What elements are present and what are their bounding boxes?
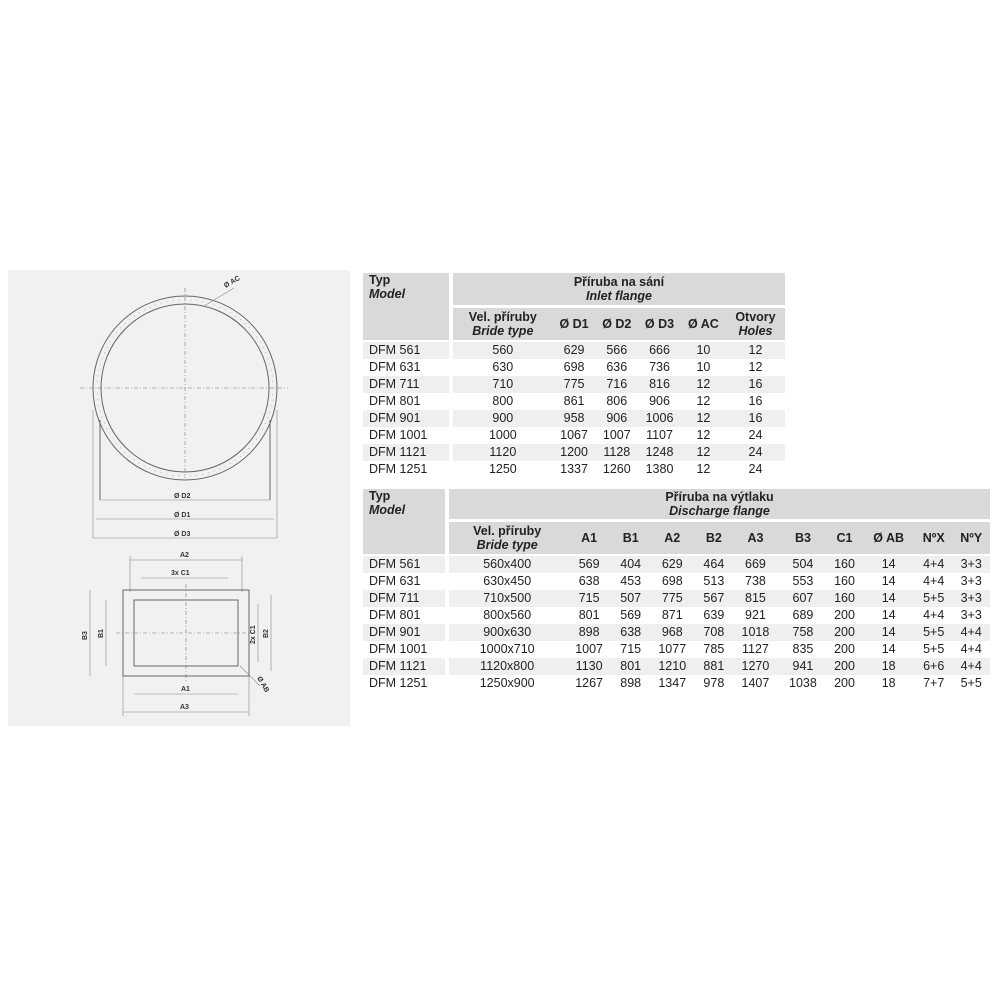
value-cell: 800x560 xyxy=(449,607,565,624)
value-cell: 710 xyxy=(453,376,553,393)
value-cell: 453 xyxy=(613,573,649,590)
value-cell: 12 xyxy=(681,393,726,410)
typ-header: Typ Model xyxy=(363,273,449,341)
value-cell: 898 xyxy=(565,624,613,641)
value-cell: 758 xyxy=(779,624,827,641)
value-cell: 14 xyxy=(862,555,915,573)
value-cell: 560x400 xyxy=(449,555,565,573)
inlet-flange-table xyxy=(363,273,785,478)
value-cell: 10 xyxy=(681,359,726,376)
ac-label: Ø AC xyxy=(223,275,242,290)
value-cell: 24 xyxy=(726,461,785,478)
value-cell: 629 xyxy=(553,341,596,359)
value-cell: 1000 xyxy=(453,427,553,444)
model-cell: DFM 1121 xyxy=(363,444,449,461)
value-cell: 861 xyxy=(553,393,596,410)
value-cell: 14 xyxy=(862,590,915,607)
value-cell: 1067 xyxy=(553,427,596,444)
model-cell: DFM 631 xyxy=(363,573,445,590)
table-row xyxy=(363,675,990,692)
model-cell: DFM 1251 xyxy=(363,675,445,692)
value-cell: 24 xyxy=(726,427,785,444)
value-cell: 1337 xyxy=(553,461,596,478)
table-row xyxy=(363,590,990,607)
column-header: Vel. příruby Bride type xyxy=(453,307,553,342)
value-cell: 835 xyxy=(779,641,827,658)
value-cell: 801 xyxy=(565,607,613,624)
column-header: A1 xyxy=(565,521,613,556)
column-header: B3 xyxy=(779,521,827,556)
value-cell: 806 xyxy=(595,393,638,410)
model-cell: DFM 561 xyxy=(363,341,449,359)
value-cell: 906 xyxy=(595,410,638,427)
value-cell: 464 xyxy=(696,555,732,573)
value-cell: 200 xyxy=(827,607,863,624)
column-header: B1 xyxy=(613,521,649,556)
value-cell: 1038 xyxy=(779,675,827,692)
value-cell: 898 xyxy=(613,675,649,692)
value-cell: 404 xyxy=(613,555,649,573)
column-header: NºY xyxy=(952,521,990,556)
column-header: Ø AB xyxy=(862,521,915,556)
value-cell: 978 xyxy=(696,675,732,692)
value-cell: 513 xyxy=(696,573,732,590)
table-row xyxy=(363,410,785,427)
table-row xyxy=(363,658,990,675)
value-cell: 1270 xyxy=(732,658,780,675)
model-cell: DFM 561 xyxy=(363,555,445,573)
value-cell: 900x630 xyxy=(449,624,565,641)
value-cell: 1248 xyxy=(638,444,681,461)
value-cell: 569 xyxy=(565,555,613,573)
value-cell: 5+5 xyxy=(915,590,952,607)
a2-label: A2 xyxy=(180,552,189,559)
value-cell: 566 xyxy=(595,341,638,359)
value-cell: 1006 xyxy=(638,410,681,427)
value-cell: 1007 xyxy=(565,641,613,658)
value-cell: 958 xyxy=(553,410,596,427)
model-cell: DFM 901 xyxy=(363,410,449,427)
discharge-flange-table xyxy=(363,489,990,692)
column-header: NºX xyxy=(915,521,952,556)
value-cell: 200 xyxy=(827,624,863,641)
table-row xyxy=(363,461,785,478)
model-cell: DFM 711 xyxy=(363,590,445,607)
value-cell: 504 xyxy=(779,555,827,573)
value-cell: 4+4 xyxy=(952,658,990,675)
value-cell: 5+5 xyxy=(915,641,952,658)
value-cell: 1077 xyxy=(649,641,697,658)
value-cell: 1210 xyxy=(649,658,697,675)
value-cell: 3+3 xyxy=(952,607,990,624)
value-cell: 14 xyxy=(862,641,915,658)
table-row xyxy=(363,427,785,444)
column-header: Ø D1 xyxy=(553,307,596,342)
value-cell: 5+5 xyxy=(915,624,952,641)
table-row xyxy=(363,393,785,410)
table-row xyxy=(363,607,990,624)
value-cell: 200 xyxy=(827,658,863,675)
value-cell: 708 xyxy=(696,624,732,641)
inlet-flange-view xyxy=(80,275,288,538)
value-cell: 507 xyxy=(613,590,649,607)
value-cell: 4+4 xyxy=(915,573,952,590)
value-cell: 881 xyxy=(696,658,732,675)
value-cell: 941 xyxy=(779,658,827,675)
model-cell: DFM 1121 xyxy=(363,658,445,675)
value-cell: 7+7 xyxy=(915,675,952,692)
value-cell: 12 xyxy=(681,444,726,461)
table-row xyxy=(363,341,785,359)
value-cell: 801 xyxy=(613,658,649,675)
value-cell: 12 xyxy=(726,359,785,376)
value-cell: 16 xyxy=(726,393,785,410)
b3-label: B3 xyxy=(82,631,89,640)
value-cell: 900 xyxy=(453,410,553,427)
value-cell: 160 xyxy=(827,555,863,573)
column-header: Ø AC xyxy=(681,307,726,342)
column-header: Vel. příruby Bride type xyxy=(449,521,565,556)
value-cell: 689 xyxy=(779,607,827,624)
table-row xyxy=(363,359,785,376)
value-cell: 1347 xyxy=(649,675,697,692)
value-cell: 1200 xyxy=(553,444,596,461)
value-cell: 1130 xyxy=(565,658,613,675)
flange-drawing-svg xyxy=(8,270,350,726)
value-cell: 738 xyxy=(732,573,780,590)
value-cell: 1260 xyxy=(595,461,638,478)
inlet-flange-title: Příruba na sání Inlet flange xyxy=(453,273,785,307)
value-cell: 4+4 xyxy=(952,624,990,641)
value-cell: 6+6 xyxy=(915,658,952,675)
value-cell: 3+3 xyxy=(952,555,990,573)
d3-label: Ø D3 xyxy=(174,531,191,538)
value-cell: 816 xyxy=(638,376,681,393)
value-cell: 1128 xyxy=(595,444,638,461)
value-cell: 800 xyxy=(453,393,553,410)
table-row xyxy=(363,444,785,461)
value-cell: 160 xyxy=(827,590,863,607)
value-cell: 12 xyxy=(681,410,726,427)
value-cell: 636 xyxy=(595,359,638,376)
column-header: Ø D3 xyxy=(638,307,681,342)
value-cell: 1107 xyxy=(638,427,681,444)
a3-label: A3 xyxy=(180,704,189,711)
value-cell: 24 xyxy=(726,444,785,461)
flange-drawing xyxy=(8,270,350,726)
table-row xyxy=(363,624,990,641)
model-cell: DFM 801 xyxy=(363,607,445,624)
value-cell: 715 xyxy=(613,641,649,658)
value-cell: 3+3 xyxy=(952,590,990,607)
value-cell: 607 xyxy=(779,590,827,607)
b2-label: B2 xyxy=(263,629,270,638)
d1-label: Ø D1 xyxy=(174,512,191,519)
value-cell: 698 xyxy=(649,573,697,590)
value-cell: 5+5 xyxy=(952,675,990,692)
model-cell: DFM 1001 xyxy=(363,641,445,658)
table-row xyxy=(363,376,785,393)
discharge-flange-view xyxy=(82,552,271,716)
value-cell: 698 xyxy=(553,359,596,376)
discharge-flange-title: Příruba na výtlaku Discharge flange xyxy=(449,489,990,521)
value-cell: 12 xyxy=(681,461,726,478)
value-cell: 710x500 xyxy=(449,590,565,607)
value-cell: 4+4 xyxy=(952,641,990,658)
value-cell: 10 xyxy=(681,341,726,359)
model-cell: DFM 801 xyxy=(363,393,449,410)
column-header: A3 xyxy=(732,521,780,556)
value-cell: 14 xyxy=(862,573,915,590)
value-cell: 1120 xyxy=(453,444,553,461)
model-cell: DFM 1251 xyxy=(363,461,449,478)
value-cell: 4+4 xyxy=(915,607,952,624)
value-cell: 569 xyxy=(613,607,649,624)
value-cell: 1007 xyxy=(595,427,638,444)
table-row xyxy=(363,555,990,573)
value-cell: 16 xyxy=(726,410,785,427)
value-cell: 567 xyxy=(696,590,732,607)
value-cell: 200 xyxy=(827,641,863,658)
value-cell: 200 xyxy=(827,675,863,692)
value-cell: 638 xyxy=(565,573,613,590)
value-cell: 1250 xyxy=(453,461,553,478)
value-cell: 715 xyxy=(565,590,613,607)
value-cell: 14 xyxy=(862,607,915,624)
value-cell: 629 xyxy=(649,555,697,573)
model-cell: DFM 711 xyxy=(363,376,449,393)
value-cell: 666 xyxy=(638,341,681,359)
value-cell: 639 xyxy=(696,607,732,624)
value-cell: 1000x710 xyxy=(449,641,565,658)
value-cell: 669 xyxy=(732,555,780,573)
value-cell: 160 xyxy=(827,573,863,590)
value-cell: 16 xyxy=(726,376,785,393)
value-cell: 14 xyxy=(862,624,915,641)
value-cell: 18 xyxy=(862,675,915,692)
value-cell: 1018 xyxy=(732,624,780,641)
model-cell: DFM 631 xyxy=(363,359,449,376)
value-cell: 968 xyxy=(649,624,697,641)
value-cell: 638 xyxy=(613,624,649,641)
value-cell: 553 xyxy=(779,573,827,590)
value-cell: 736 xyxy=(638,359,681,376)
value-cell: 815 xyxy=(732,590,780,607)
c1x3-label: 3x C1 xyxy=(171,570,190,577)
typ-header: Typ Model xyxy=(363,489,445,555)
ab-label: Ø AB xyxy=(255,675,270,694)
column-header: A2 xyxy=(649,521,697,556)
column-header: Otvory Holes xyxy=(726,307,785,342)
value-cell: 1267 xyxy=(565,675,613,692)
value-cell: 4+4 xyxy=(915,555,952,573)
value-cell: 630x450 xyxy=(449,573,565,590)
model-cell: DFM 901 xyxy=(363,624,445,641)
column-header: C1 xyxy=(827,521,863,556)
b1-label: B1 xyxy=(98,629,105,638)
value-cell: 12 xyxy=(681,376,726,393)
value-cell: 1380 xyxy=(638,461,681,478)
value-cell: 12 xyxy=(681,427,726,444)
table-row xyxy=(363,573,990,590)
column-header: B2 xyxy=(696,521,732,556)
value-cell: 716 xyxy=(595,376,638,393)
a1-label: A1 xyxy=(181,686,190,693)
model-cell: DFM 1001 xyxy=(363,427,449,444)
value-cell: 1250x900 xyxy=(449,675,565,692)
value-cell: 775 xyxy=(553,376,596,393)
value-cell: 1120x800 xyxy=(449,658,565,675)
column-header: Ø D2 xyxy=(595,307,638,342)
value-cell: 18 xyxy=(862,658,915,675)
table-row xyxy=(363,641,990,658)
value-cell: 785 xyxy=(696,641,732,658)
d2-label: Ø D2 xyxy=(174,493,191,500)
value-cell: 1127 xyxy=(732,641,780,658)
value-cell: 3+3 xyxy=(952,573,990,590)
value-cell: 906 xyxy=(638,393,681,410)
value-cell: 12 xyxy=(726,341,785,359)
value-cell: 1407 xyxy=(732,675,780,692)
value-cell: 775 xyxy=(649,590,697,607)
c1x2-label: 2x C1 xyxy=(250,625,257,644)
value-cell: 921 xyxy=(732,607,780,624)
value-cell: 630 xyxy=(453,359,553,376)
value-cell: 560 xyxy=(453,341,553,359)
value-cell: 871 xyxy=(649,607,697,624)
